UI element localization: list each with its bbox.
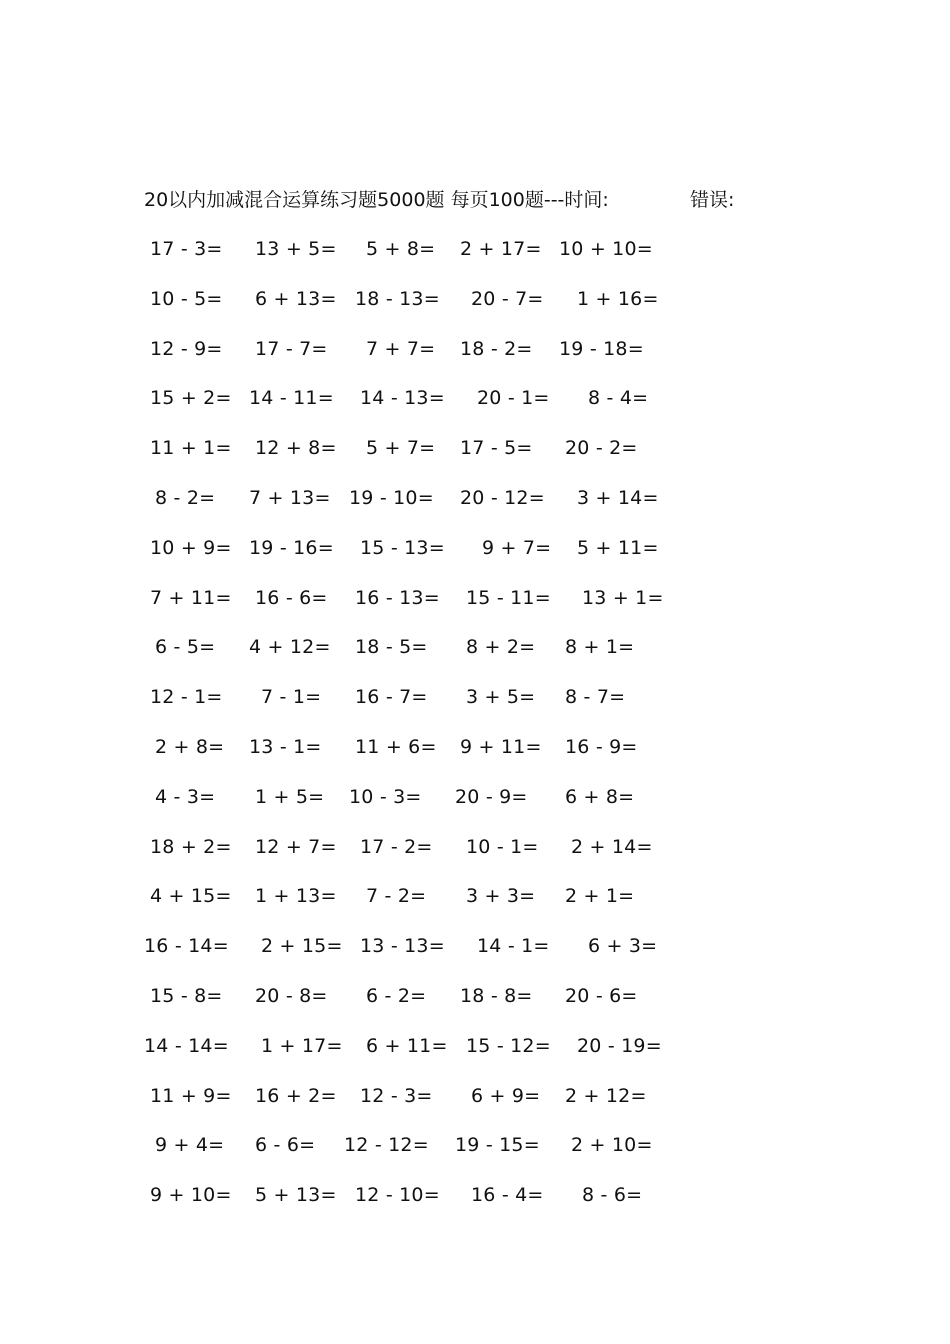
math-problem: 8 - 2= (155, 487, 216, 509)
math-problem: 6 + 3= (588, 935, 658, 957)
math-problem: 12 + 8= (255, 437, 337, 459)
problem-row (0, 583, 950, 613)
math-problem: 12 + 7= (255, 836, 337, 858)
math-problem: 20 - 7= (471, 288, 544, 310)
problem-row (0, 881, 950, 911)
math-problem: 14 - 11= (249, 387, 334, 409)
math-problem: 2 + 17= (460, 238, 542, 260)
math-problem: 17 - 7= (255, 338, 328, 360)
math-problem: 4 - 3= (155, 786, 216, 808)
math-problem: 8 - 7= (565, 686, 626, 708)
math-problem: 7 + 11= (150, 587, 232, 609)
math-problem: 8 + 2= (466, 636, 536, 658)
math-problem: 2 + 10= (571, 1134, 653, 1156)
math-problem: 12 - 9= (150, 338, 223, 360)
math-problem: 19 - 16= (249, 537, 334, 559)
math-problem: 6 - 2= (366, 985, 427, 1007)
math-problem: 9 + 7= (482, 537, 552, 559)
problem-row (0, 632, 950, 662)
math-problem: 2 + 15= (261, 935, 343, 957)
math-problem: 1 + 5= (255, 786, 325, 808)
math-problem: 15 - 12= (466, 1035, 551, 1057)
math-problem: 8 + 1= (565, 636, 635, 658)
math-problem: 15 - 8= (150, 985, 223, 1007)
math-problem: 3 + 14= (577, 487, 659, 509)
math-problem: 11 + 6= (355, 736, 437, 758)
math-problem: 12 - 10= (355, 1184, 440, 1206)
math-problem: 12 - 12= (344, 1134, 429, 1156)
math-problem: 4 + 15= (150, 885, 232, 907)
math-problem: 14 - 13= (360, 387, 445, 409)
math-problem: 18 - 5= (355, 636, 428, 658)
math-problem: 16 + 2= (255, 1085, 337, 1107)
math-problem: 5 + 13= (255, 1184, 337, 1206)
problem-row (0, 931, 950, 961)
math-problem: 19 - 15= (455, 1134, 540, 1156)
problem-row (0, 1031, 950, 1061)
problem-row (0, 533, 950, 563)
math-problem: 17 - 3= (150, 238, 223, 260)
math-problem: 16 - 13= (355, 587, 440, 609)
math-problem: 18 + 2= (150, 836, 232, 858)
math-problem: 6 - 5= (155, 636, 216, 658)
math-problem: 1 + 17= (261, 1035, 343, 1057)
math-problem: 17 - 5= (460, 437, 533, 459)
math-problem: 13 - 1= (249, 736, 322, 758)
math-problem: 20 - 2= (565, 437, 638, 459)
math-problem: 7 - 1= (261, 686, 322, 708)
math-problem: 5 + 7= (366, 437, 436, 459)
math-problem: 7 - 2= (366, 885, 427, 907)
math-problem: 16 - 6= (255, 587, 328, 609)
problem-row (0, 1081, 950, 1111)
math-problem: 14 - 1= (477, 935, 550, 957)
problem-row (0, 981, 950, 1011)
math-problem: 1 + 16= (577, 288, 659, 310)
math-problem: 14 - 14= (144, 1035, 229, 1057)
math-problem: 18 - 13= (355, 288, 440, 310)
math-problem: 13 + 1= (582, 587, 664, 609)
math-problem: 3 + 5= (466, 686, 536, 708)
math-problem: 10 + 9= (150, 537, 232, 559)
math-problem: 8 - 6= (582, 1184, 643, 1206)
math-problem: 16 - 14= (144, 935, 229, 957)
problem-row (0, 832, 950, 862)
math-problem: 20 - 1= (477, 387, 550, 409)
math-problem: 20 - 9= (455, 786, 528, 808)
math-problem: 11 + 1= (150, 437, 232, 459)
math-problem: 1 + 13= (255, 885, 337, 907)
math-problem: 9 + 10= (150, 1184, 232, 1206)
math-problem: 18 - 8= (460, 985, 533, 1007)
math-problem: 6 + 11= (366, 1035, 448, 1057)
math-problem: 15 - 13= (360, 537, 445, 559)
math-problem: 6 - 6= (255, 1134, 316, 1156)
math-problem: 4 + 12= (249, 636, 331, 658)
math-problem: 16 - 7= (355, 686, 428, 708)
math-problem: 18 - 2= (460, 338, 533, 360)
math-problem: 13 - 13= (360, 935, 445, 957)
math-problem: 17 - 2= (360, 836, 433, 858)
math-problem: 20 - 12= (460, 487, 545, 509)
math-problem: 12 - 3= (360, 1085, 433, 1107)
problem-row (0, 234, 950, 264)
problem-row (0, 334, 950, 364)
math-problem: 2 + 14= (571, 836, 653, 858)
math-problem: 16 - 9= (565, 736, 638, 758)
math-problem: 5 + 8= (366, 238, 436, 260)
math-problem: 20 - 8= (255, 985, 328, 1007)
problem-row (0, 483, 950, 513)
math-problem: 6 + 13= (255, 288, 337, 310)
math-problem: 9 + 11= (460, 736, 542, 758)
math-problem: 13 + 5= (255, 238, 337, 260)
problem-row (0, 383, 950, 413)
math-problem: 15 + 2= (150, 387, 232, 409)
problem-row (0, 732, 950, 762)
math-problem: 10 - 1= (466, 836, 539, 858)
math-problem: 10 - 5= (150, 288, 223, 310)
worksheet-title: 20以内加减混合运算练习题5000题 每页100题---时间: (144, 189, 609, 211)
math-problem: 12 - 1= (150, 686, 223, 708)
math-problem: 7 + 7= (366, 338, 436, 360)
math-problem: 6 + 8= (565, 786, 635, 808)
problem-row (0, 433, 950, 463)
math-problem: 8 - 4= (588, 387, 649, 409)
math-problem: 10 + 10= (559, 238, 653, 260)
math-problem: 16 - 4= (471, 1184, 544, 1206)
math-problem: 20 - 19= (577, 1035, 662, 1057)
math-problem: 2 + 12= (565, 1085, 647, 1107)
math-problem: 5 + 11= (577, 537, 659, 559)
math-problem: 15 - 11= (466, 587, 551, 609)
math-problem: 2 + 1= (565, 885, 635, 907)
math-problem: 19 - 10= (349, 487, 434, 509)
math-problem: 19 - 18= (559, 338, 644, 360)
math-problem: 9 + 4= (155, 1134, 225, 1156)
problem-row (0, 1130, 950, 1160)
math-problem: 3 + 3= (466, 885, 536, 907)
math-problem: 20 - 6= (565, 985, 638, 1007)
errors-label: 错误: (690, 189, 735, 211)
problem-row (0, 782, 950, 812)
math-problem: 10 - 3= (349, 786, 422, 808)
math-problem: 6 + 9= (471, 1085, 541, 1107)
math-problem: 2 + 8= (155, 736, 225, 758)
math-problem: 11 + 9= (150, 1085, 232, 1107)
problem-row (0, 284, 950, 314)
math-problem: 7 + 13= (249, 487, 331, 509)
problem-row (0, 1180, 950, 1210)
problem-row (0, 682, 950, 712)
